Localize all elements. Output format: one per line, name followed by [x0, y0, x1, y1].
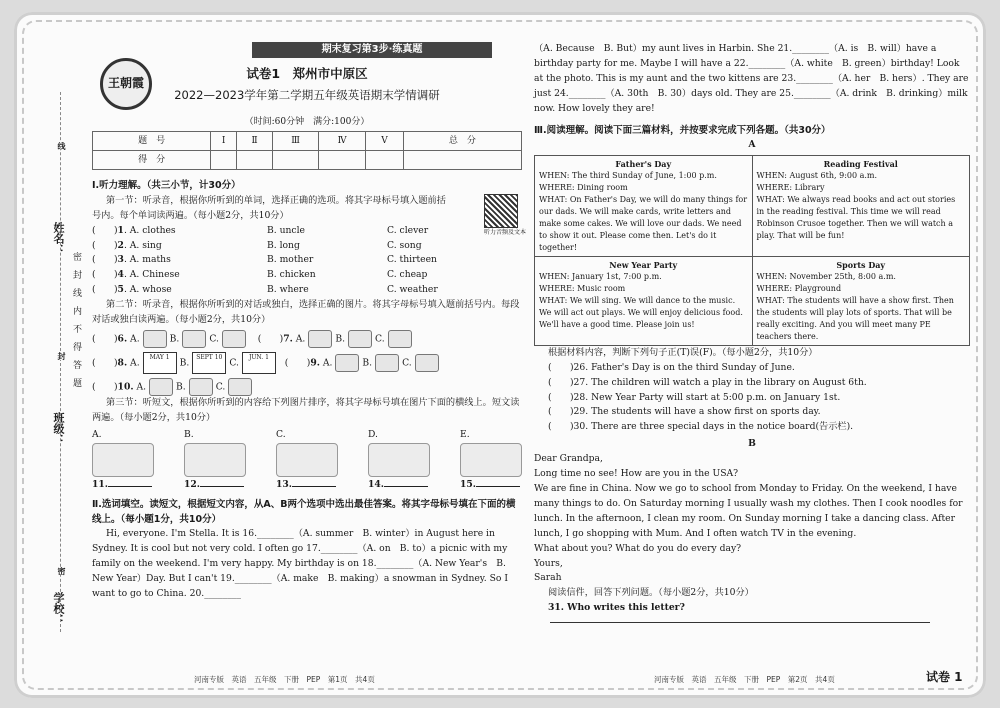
picture-icon	[460, 443, 522, 477]
option-a: A. Chinese	[129, 269, 180, 281]
question-number: 12.	[184, 478, 200, 490]
answer-blank[interactable]	[476, 477, 520, 487]
brand-logo: 王朝霞	[100, 58, 152, 110]
score-input-cell[interactable]	[211, 151, 237, 170]
calendar-icon: JUN. 1	[242, 352, 276, 374]
letter-signature: Sarah	[534, 572, 562, 584]
tf-question: ( )30. There are three special days in the notice board(告示栏).	[548, 421, 854, 433]
picture-letter: E.	[460, 428, 470, 440]
score-input-cell[interactable]	[366, 151, 403, 170]
notice-title: New Year Party	[609, 259, 678, 270]
footer-left: 河南专版 英语 五年级 下册 PEP 第1页 共4页	[194, 675, 375, 684]
seal-line	[60, 92, 61, 632]
paper-tag: 试卷 1	[926, 670, 963, 684]
option-a: A. whose	[129, 284, 172, 296]
score-header-cell: Ⅴ	[366, 132, 403, 151]
tf-question: ( )29. The students will have a show first on sports day.	[548, 406, 821, 418]
picture-icon	[415, 354, 439, 372]
picture-icon	[92, 443, 154, 477]
option-a: A. maths	[129, 254, 171, 266]
notice-fathers-day	[535, 155, 753, 256]
tf-instructions: 根据材料内容，判断下列句子正(T)误(F)。（每小题2分，共10分）	[548, 346, 818, 358]
option-a: A. sing	[129, 239, 162, 251]
picture-letter: D.	[368, 428, 378, 440]
answer-blank[interactable]	[108, 477, 152, 487]
picture-order-row	[92, 428, 522, 493]
question-31: 31. Who writes this letter?	[548, 602, 685, 614]
left-column	[92, 42, 526, 602]
notice-where: WHERE: Music room	[539, 283, 626, 293]
option-b: B. long	[267, 239, 300, 251]
option-b: B. chicken	[267, 269, 316, 281]
question-number: 8.	[117, 357, 128, 369]
paper-subtitle: 2022—2023学年第二学期五年级英语期末学情调研	[174, 88, 440, 103]
calendar-icon: MAY 1	[143, 352, 177, 374]
list-item: ( )5. A. whose B. where C. weather	[92, 283, 522, 298]
notice-when: WHEN: November 25th, 8:00 a.m.	[756, 271, 896, 281]
picture-icon	[388, 330, 412, 348]
picture-question-row: ( )10. A. B. C.	[92, 378, 522, 396]
option-c: C. weather	[387, 284, 438, 296]
question-number: 9.	[310, 357, 320, 369]
list-item: ( )1. A. clothes B. uncle C. clever	[92, 224, 522, 239]
qr-code-icon[interactable]	[484, 194, 518, 228]
picture-icon	[276, 443, 338, 477]
part2-passage: Hi, everyone. I'm Stella. It is 16.________（A. summer B. winter）in August here in Sydney. It is cool but not very cold. I often go 17.________（A. on B. to）a picnic with my family on the weekend. I'm very happy. My birthday is on 18.________（A. New Year's B. New Year）Day. But I can't 19.________（A. make B. making）a snowman in Sydney. So I want to go to China. 20.________	[92, 528, 508, 599]
option-b: B. mother	[267, 254, 314, 266]
score-input-cell[interactable]	[237, 151, 273, 170]
score-table	[92, 131, 522, 170]
part1-section1: 第一节：听录音，根据你所听到的单词，选择正确的选项。将其字母标号填入题前括号内。每个单词读两遍。（每小题2分，共10分）	[92, 194, 446, 221]
b-instructions: 阅读信件，回答下列问题。（每小题2分，共10分）	[548, 587, 754, 599]
question-number: 1	[117, 224, 124, 236]
notice-new-year-party	[535, 256, 753, 345]
score-header-cell: Ⅳ	[319, 132, 366, 151]
name-label: 姓名：	[52, 222, 65, 255]
notice-sports-day	[752, 256, 970, 345]
notice-what: WHAT: On Father's Day, we will do many things for our dads. We will make cards, write letters and make some cakes. We will love our dads. We need to show it out. Please come then. Let's do it together!	[539, 194, 748, 252]
notice-reading-festival	[752, 155, 970, 256]
answer-line[interactable]	[550, 622, 930, 623]
class-label: 班级：	[52, 412, 65, 445]
part2-heading: Ⅱ.选词填空。读短文，根据短文内容，从A、B两个选项中选出最佳答案。将其字母标号填在下面的横线上。（每小题1分，共10分）	[92, 498, 516, 525]
notice-where: WHERE: Playground	[756, 283, 842, 293]
question-number: 15.	[460, 478, 476, 490]
notice-title: Sports Day	[836, 259, 886, 270]
letter-body: We are fine in China. Now we go to school from Monday to Friday. On the weekend, I have many things to do. On Saturday morning I usually wash my clothes. Then I cook noodles for lunch. In the afternoon, I clean my room. On Sunday morning I take a dancing class. After lunch, I go shopping with Mum. And I often watch TV in the evening.	[534, 482, 963, 539]
letter-closing: Yours,	[534, 557, 563, 569]
picture-question-row: ( )8. A. MAY 1 B. SEPT 10 C. JUN. 1 ( )9. A. B. C.	[92, 352, 522, 374]
picture-letter: C.	[276, 428, 286, 440]
option-a: A. clothes	[129, 224, 176, 236]
option-c: C. clever	[387, 224, 429, 236]
score-input-cell[interactable]	[273, 151, 319, 170]
question-number: 7.	[283, 333, 293, 345]
question-number: 13.	[276, 478, 292, 490]
step-banner: 期末复习第3步·练真题	[252, 42, 492, 58]
picture-letter: B.	[184, 428, 194, 440]
picture-icon	[182, 330, 206, 348]
picture-icon	[308, 330, 332, 348]
question-number: 14.	[368, 478, 384, 490]
seal-mark-secret: 密	[57, 567, 66, 575]
section-b-label: B	[748, 438, 756, 450]
picture-icon	[184, 443, 246, 477]
picture-icon	[335, 354, 359, 372]
section-a-label: A	[748, 138, 756, 150]
notice-what: WHAT: The students will have a show first. Then the students will play lots of sports. That will be really exciting. And you will meet many PE teachers there.	[756, 295, 954, 341]
notice-title: Reading Festival	[823, 158, 898, 169]
part1-heading: Ⅰ.听力理解。（共三小节，计30分）	[92, 180, 241, 192]
tf-question: ( )26. Father's Day is on the third Sunday of June.	[548, 361, 795, 373]
exam-sheet	[14, 12, 986, 698]
tf-question: ( )28. New Year Party will start at 5:00 p.m. on January 1st.	[548, 391, 841, 403]
score-header-cell: 总 分	[403, 132, 521, 151]
notice-when: WHEN: The third Sunday of June, 1:00 p.m.	[539, 170, 717, 180]
list-item: ( )4. A. Chinese B. chicken C. cheap	[92, 268, 522, 283]
option-b: B. where	[267, 284, 309, 296]
picture-icon	[222, 330, 246, 348]
right-column	[534, 42, 970, 623]
score-input-cell[interactable]	[403, 151, 521, 170]
answer-blank[interactable]	[200, 477, 244, 487]
question-number: 11.	[92, 478, 108, 490]
part3-heading: Ⅲ.阅读理解。阅读下面三篇材料，并按要求完成下列各题。（共30分）	[534, 124, 831, 136]
calendar-icon: SEPT 10	[192, 352, 226, 374]
notice-when: WHEN: August 6th, 9:00 a.m.	[756, 170, 878, 180]
school-label: 学校：	[52, 592, 65, 625]
picture-icon	[149, 378, 173, 396]
picture-icon	[143, 330, 167, 348]
part2-passage-cont: （A. Because B. But）my aunt lives in Harbin. She 21.________（A. is B. will）have a birthday party for me. Maybe I will have a 22.________（A. white B. green）birthday! Look at the photo. This is my aunt and the two kittens are 23.________（A. her B. hers）. They are just 24.________（A. 30th B. 30）days old. They are 25.________（A. drink B. drinking）milk now. How lovely they are!	[534, 43, 969, 114]
option-c: C. cheap	[387, 269, 428, 281]
notice-board	[534, 155, 970, 346]
picture-icon	[228, 378, 252, 396]
question-number: 3	[117, 254, 124, 266]
question-number: 5	[117, 284, 124, 296]
option-c: C. thirteen	[387, 254, 437, 266]
score-header-cell: Ⅲ	[273, 132, 319, 151]
qr-caption: 听力音频及文本	[483, 229, 526, 236]
option-c: C. song	[387, 239, 422, 251]
picture-icon	[189, 378, 213, 396]
letter-greeting: Dear Grandpa,	[534, 453, 603, 465]
letter-line: Long time no see! How are you in the USA?	[534, 468, 739, 480]
answer-blank[interactable]	[292, 477, 336, 487]
seal-mark-line: 线	[57, 142, 66, 150]
question-number: 2	[117, 239, 124, 251]
score-header-cell: Ⅰ	[211, 132, 237, 151]
notice-what: WHAT: We always read books and act out stories in the reading festival. This time we will read Robinson Crusoe together. Then we will watch a play. That will be fun!	[756, 194, 956, 240]
question-number: 4	[117, 269, 124, 281]
part1-section2: 第二节：听录音，根据你所听到的对话或独白，选择正确的图片。将其字母标号填入题前括号内。每段对话或独白读两遍。（每小题2分，共10分）	[92, 299, 520, 326]
paper-title: 试卷1 郑州市中原区	[246, 66, 368, 81]
letter-line: What about you? What do you do every day?	[534, 542, 742, 554]
notice-what: WHAT: We will sing. We will dance to the music. We will act out plays. We will enjoy delicious food. We'll have a good time. Please join us!	[539, 295, 743, 329]
picture-letter: A.	[92, 428, 102, 440]
question-number: 6.	[117, 333, 128, 345]
score-header-cell: Ⅱ	[237, 132, 273, 151]
list-item: ( )3. A. maths B. mother C. thirteen	[92, 253, 522, 268]
picture-icon	[348, 330, 372, 348]
score-label-cell: 得 分	[93, 151, 211, 170]
picture-icon	[368, 443, 430, 477]
option-b: B. uncle	[267, 224, 305, 236]
tf-question: ( )27. The children will watch a play in the library on August 6th.	[548, 376, 867, 388]
part1-section3: 第三节：听短文，根据你所听到的内容给下列图片排序，将其字母标号填在图片下面的横线上。短文读两遍。（每小题2分，共10分）	[92, 396, 520, 423]
notice-where: WHERE: Library	[756, 182, 825, 192]
time-score: （时间:60分钟 满分:100分）	[244, 116, 370, 127]
list-item: ( )2. A. sing B. long C. song	[92, 239, 522, 254]
notice-when: WHEN: January 1st, 7:00 p.m.	[539, 271, 662, 281]
footer-right: 河南专版 英语 五年级 下册 PEP 第2页 共4页	[654, 675, 835, 684]
notice-title: Father's Day	[615, 158, 672, 169]
picture-icon	[375, 354, 399, 372]
question-number: 10.	[117, 381, 134, 393]
score-input-cell[interactable]	[319, 151, 366, 170]
notice-where: WHERE: Dining room	[539, 182, 628, 192]
answer-blank[interactable]	[384, 477, 428, 487]
seal-mark-seal: 封	[57, 352, 66, 360]
score-header-cell: 题 号	[93, 132, 211, 151]
seal-note: 密 封 线 内 不 得 答 题	[71, 252, 81, 387]
picture-question-row: ( )6. A. B. C. ( )7. A. B. C.	[92, 330, 522, 348]
